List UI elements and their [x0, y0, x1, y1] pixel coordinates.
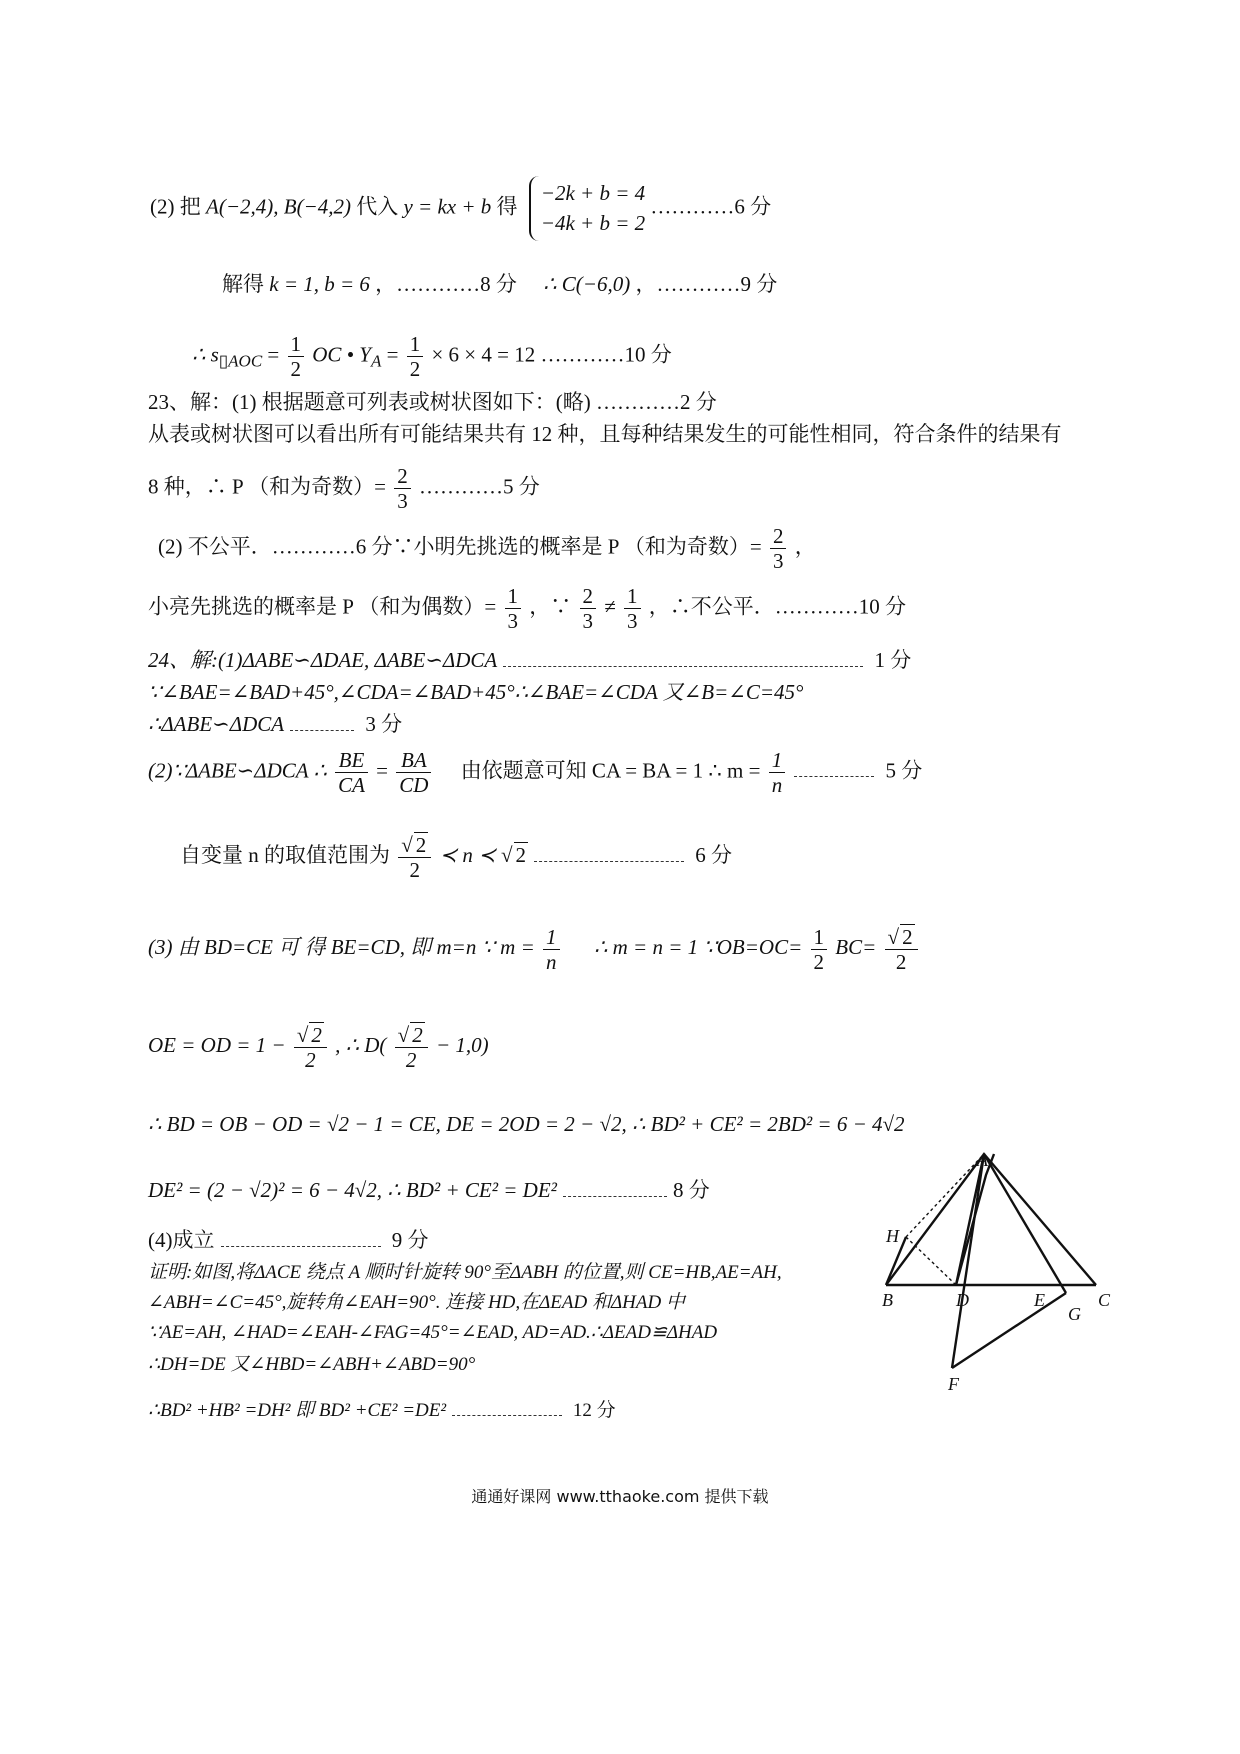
footer: 通通好课网 www.tthaoke.com 提供下载	[471, 1487, 769, 1506]
text: (3) 由 BD=CE 可 得 BE=CD, 即 m=n ∵ m =	[148, 934, 535, 959]
denominator: n	[771, 773, 783, 798]
denominator: CD	[399, 773, 429, 798]
text: ∴ m = n = 1 ∵OB=OC=	[594, 934, 803, 959]
text: ，∴不公平．…………10 分	[648, 594, 907, 619]
equation-system	[529, 176, 645, 241]
p24-line15	[148, 1400, 616, 1423]
blank-line	[503, 666, 863, 667]
denominator: 2	[405, 1048, 417, 1073]
score: 1 分	[874, 648, 912, 672]
p24-line12: ∠ABH=∠C=45°,旋转角∠EAH=90°. 连接 HD,在ΔEAD 和ΔHAD 中	[148, 1292, 685, 1313]
label-f: F	[948, 1374, 959, 1394]
p24-line4: (2)∵ΔABE∽ΔDCA ∴ $\frac{BE}{CA}$ = $\frac{BA}{CD}$ 由依题意可知 CA = BA = 1 ∴ m = $\frac{1}{n}$ 5 分	[148, 748, 923, 798]
fraction	[396, 748, 431, 797]
segment-hd-dotted	[906, 1237, 956, 1285]
denominator: 2	[290, 357, 301, 382]
denominator: 2	[813, 949, 825, 974]
label-e: E	[1034, 1290, 1045, 1310]
equation: −4k + b = 2	[540, 211, 646, 236]
math: k = 1, b = 6	[269, 272, 370, 296]
denominator: 3	[772, 549, 784, 574]
text: BC=	[835, 934, 877, 959]
text: ，…………9 分	[635, 272, 778, 296]
label-g: G	[1068, 1304, 1081, 1324]
text: 24、解:(1)ΔABE∽ΔDAE, ΔABE∽ΔDCA	[148, 648, 498, 672]
p24-line11: 证明:如图,将ΔACE 绕点 A 顺时针旋转 90°至ΔABH 的位置,则 CE=HB,AE=AH,	[148, 1262, 782, 1283]
text: =	[267, 342, 280, 367]
text: (2)∵ΔABE∽ΔDCA ∴	[148, 758, 327, 783]
label-h: H	[886, 1226, 899, 1246]
numerator: 2	[580, 584, 597, 609]
score: 9 分	[391, 1228, 429, 1252]
text: ，∵	[529, 594, 572, 619]
fraction	[770, 524, 787, 573]
label-b: B	[882, 1290, 893, 1310]
segment-af-long	[952, 1154, 984, 1368]
math: OE = OD = 1 −	[148, 1032, 286, 1057]
radicand: 2	[412, 1023, 423, 1047]
denominator: 2	[409, 858, 421, 883]
score: 5 分	[885, 758, 923, 783]
p24-line7	[148, 1022, 489, 1072]
math: OC • Y	[312, 342, 371, 367]
math: − 1,0)	[435, 1032, 489, 1057]
blank-line	[452, 1415, 562, 1416]
p24-line13: ∵AE=AH, ∠HAD=∠EAH-∠FAG=45°=∠EAD, AD=AD.∴ΔEAD≌ΔHAD	[148, 1322, 718, 1343]
text: (2) 不公平．…………6 分∵小明先挑选的概率是 P （和为奇数）=	[158, 534, 762, 559]
score: 12 分	[572, 1400, 616, 1421]
blank-line	[290, 730, 354, 731]
p24-line3	[148, 712, 402, 737]
radicand: 2	[902, 925, 913, 949]
numerator: 1	[624, 584, 641, 609]
geometry-figure	[876, 1150, 1126, 1410]
p24-line2: ∵∠BAE=∠BAD+45°,∠CDA=∠BAD+45°∴∠BAE=∠CDA 又∠B=∠C=45°	[148, 680, 804, 704]
radicand: 2	[311, 1023, 322, 1047]
p24-line5: 自变量 n 的取值范围为 $\frac{√ 2}{2}$ ≺ n ≺ √ 2 6 分	[180, 833, 733, 883]
text: 由依题意可知 CA = BA = 1 ∴ m =	[460, 758, 761, 783]
label-d: D	[956, 1290, 969, 1310]
fraction: $\frac{√ 2}{2}$	[294, 1022, 327, 1072]
numerator: 1	[543, 925, 560, 950]
score: 3 分	[365, 712, 403, 736]
text: ，…………8 分	[375, 272, 517, 296]
math: DE² = (2 − √2)² = 6 − 4√2, ∴ BD² + CE² = DE²	[148, 1178, 557, 1202]
subscript: A	[370, 351, 382, 371]
numerator: 2	[394, 464, 411, 489]
numerator: 1	[505, 584, 522, 609]
equation: −2k + b = 4	[540, 181, 646, 205]
p24-line14: ∴DH=DE 又∠HBD=∠ABH+∠ABD=90°	[148, 1354, 476, 1375]
p23-line3	[148, 464, 540, 513]
text: 得	[496, 194, 518, 219]
fraction	[335, 748, 368, 797]
text: (4)成立	[148, 1228, 215, 1252]
text: 解得	[222, 272, 264, 296]
fraction: $\frac{√ 2}{2}$	[395, 1022, 428, 1072]
numerator: 1	[407, 332, 424, 357]
blank-line	[563, 1196, 667, 1197]
text: ≠	[604, 594, 616, 619]
fraction	[811, 925, 828, 974]
text: =	[386, 342, 399, 367]
denominator: CA	[338, 773, 365, 798]
denominator: n	[546, 949, 557, 974]
text: …………5 分	[419, 474, 540, 499]
text: × 6 × 4 = 12 …………10 分	[431, 342, 672, 367]
fraction	[769, 748, 786, 797]
math: ∴ C(−6,0)	[543, 272, 631, 296]
fraction	[624, 584, 641, 633]
math: y = kx + b	[403, 194, 492, 219]
text: ，	[794, 534, 816, 559]
denominator: 3	[627, 609, 638, 634]
p23-line1: 23、解：(1) 根据题意可列表或树状图如下：(略) …………2 分	[148, 390, 717, 414]
p24-line9	[148, 1178, 710, 1203]
math: ∴BD² +HB² =DH² 即 BD² +CE² =DE²	[148, 1400, 447, 1421]
p22-line2	[222, 272, 777, 297]
fraction	[288, 332, 305, 381]
fraction	[543, 925, 560, 974]
fraction	[394, 464, 411, 513]
fraction: $\frac{√ 2}{2}$	[885, 924, 918, 974]
p24-line8: ∴ BD = OB − OD = √2 − 1 = CE, DE = 2OD = 2 − √2, ∴ BD² + CE² = 2BD² = 6 − 4√2	[148, 1112, 905, 1136]
denominator: 2	[409, 357, 421, 382]
triangle-abc-sides	[886, 1154, 1096, 1285]
text: ∴ΔABE∽ΔDCA	[148, 712, 285, 736]
numerator: 1	[288, 332, 305, 357]
blank-line	[794, 776, 874, 777]
score: 8 分	[672, 1178, 710, 1202]
numerator: BE	[335, 748, 368, 773]
fraction	[580, 584, 597, 633]
denominator: 2	[305, 1048, 316, 1073]
p23-line4	[158, 524, 816, 573]
text: 8 种，∴ P （和为奇数）=	[148, 474, 386, 499]
blank-line	[221, 1246, 381, 1247]
radicand: 2	[515, 842, 527, 867]
text: 小亮先挑选的概率是 P （和为偶数）=	[148, 594, 497, 619]
fraction	[505, 584, 522, 633]
text: 自变量 n 的取值范围为	[180, 842, 390, 867]
blank-line	[534, 861, 684, 862]
label-a: A	[977, 1150, 988, 1170]
denominator: 3	[582, 609, 593, 634]
math: , ∴ D(	[335, 1032, 387, 1057]
p24-line10	[148, 1228, 429, 1253]
p22-line1	[150, 176, 771, 241]
math: A(−2,4), B(−4,2)	[206, 194, 351, 219]
fraction: $\frac{√ 2}{2}$	[398, 832, 431, 882]
numerator: 1	[769, 748, 786, 773]
subscript: ▯AOC	[218, 351, 263, 371]
radicand: 2	[415, 833, 427, 857]
denominator: 2	[895, 950, 907, 975]
text: (2) 把	[150, 194, 201, 219]
p23-line2: 从表或树状图可以看出所有可能结果共有 12 种，且每种结果发生的可能性相同，符合条件的结果有	[148, 422, 1062, 446]
label-c: C	[1098, 1290, 1111, 1310]
p23-line5	[148, 584, 906, 633]
denominator: 3	[507, 609, 518, 634]
score: 6 分	[695, 842, 733, 867]
math: ≺ n ≺	[439, 842, 496, 867]
score: …………6 分	[650, 194, 772, 219]
p24-line6	[148, 924, 921, 974]
math: ∴ s	[192, 342, 219, 367]
numerator: BA	[396, 748, 431, 773]
numerator: 2	[770, 524, 787, 549]
segment-ag	[984, 1154, 1066, 1293]
p22-line3	[192, 332, 672, 381]
denominator: 3	[397, 489, 408, 514]
text: 代入	[356, 194, 399, 219]
numerator: 1	[811, 925, 828, 950]
p24-line1	[148, 648, 911, 673]
segment-fg	[952, 1293, 1066, 1368]
fraction	[407, 332, 424, 381]
